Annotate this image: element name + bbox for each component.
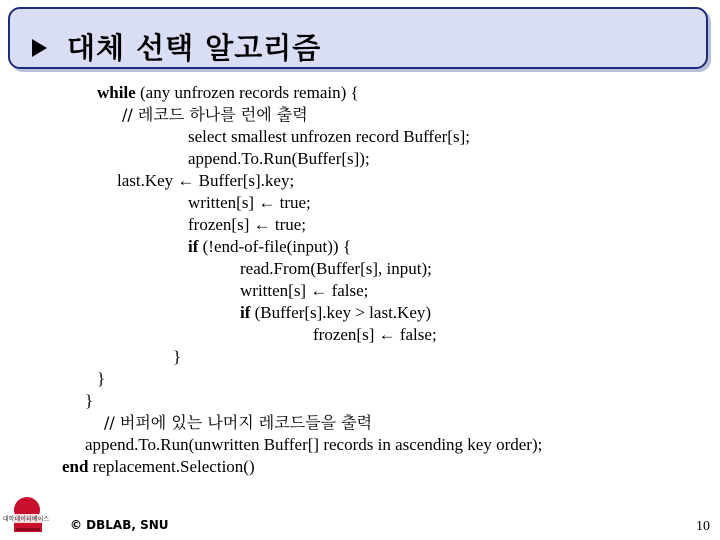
keyword-while: while: [97, 83, 136, 102]
code-line-frozen-true: frozen[s] ← true;: [188, 215, 307, 234]
code-comment-output-one: // 레코드 하나를 런에 출력: [122, 105, 308, 124]
code-line-end: [62, 456, 255, 478]
code-line-readfrom: read.From(Buffer[s], input);: [240, 259, 432, 278]
page-number: 10: [696, 519, 710, 534]
keyword-if: if: [240, 303, 251, 322]
code-close-brace-while-inner: }: [97, 369, 106, 388]
code-close-brace-if: }: [173, 347, 182, 366]
code-line-written-true: written[s] ← true;: [188, 193, 311, 212]
code-line-select: select smallest unfrozen record Buffer[s];: [188, 127, 470, 146]
code-text: (any unfrozen records remain) {: [135, 83, 359, 102]
code-line-append-remaining: append.To.Run(unwritten Buffer[] records in ascending key order);: [85, 435, 543, 454]
code-text: replacement.Selection(): [88, 457, 255, 476]
code-line-if-key: [240, 302, 431, 324]
code-text: (!end-of-file(input)) {: [198, 237, 351, 256]
slide-title: 대체 선택 알고리즘: [67, 31, 322, 65]
bullet-arrow-icon: [32, 39, 47, 57]
code-line-append: append.To.Run(Buffer[s]);: [188, 149, 370, 168]
code-text: (Buffer[s].key > last.Key): [250, 303, 432, 322]
code-line-frozen-false: frozen[s] ← false;: [313, 325, 437, 344]
title-banner: [8, 7, 708, 69]
code-line-written-false: written[s] ← false;: [240, 281, 369, 300]
keyword-if: if: [188, 237, 199, 256]
code-line-if-eof: [188, 236, 351, 258]
footer-copyright: © DBLAB, SNU: [70, 518, 169, 532]
code-line-while: [97, 82, 359, 104]
code-line-lastkey: last.Key ← Buffer[s].key;: [117, 171, 295, 190]
keyword-end: end: [62, 457, 89, 476]
code-comment-output-rest: // 버퍼에 있는 나머지 레코드들을 출력: [104, 413, 373, 432]
logo-caption: 대학데이터베이스: [2, 516, 50, 523]
university-logo: [2, 492, 56, 538]
code-close-brace-while: }: [85, 391, 94, 410]
